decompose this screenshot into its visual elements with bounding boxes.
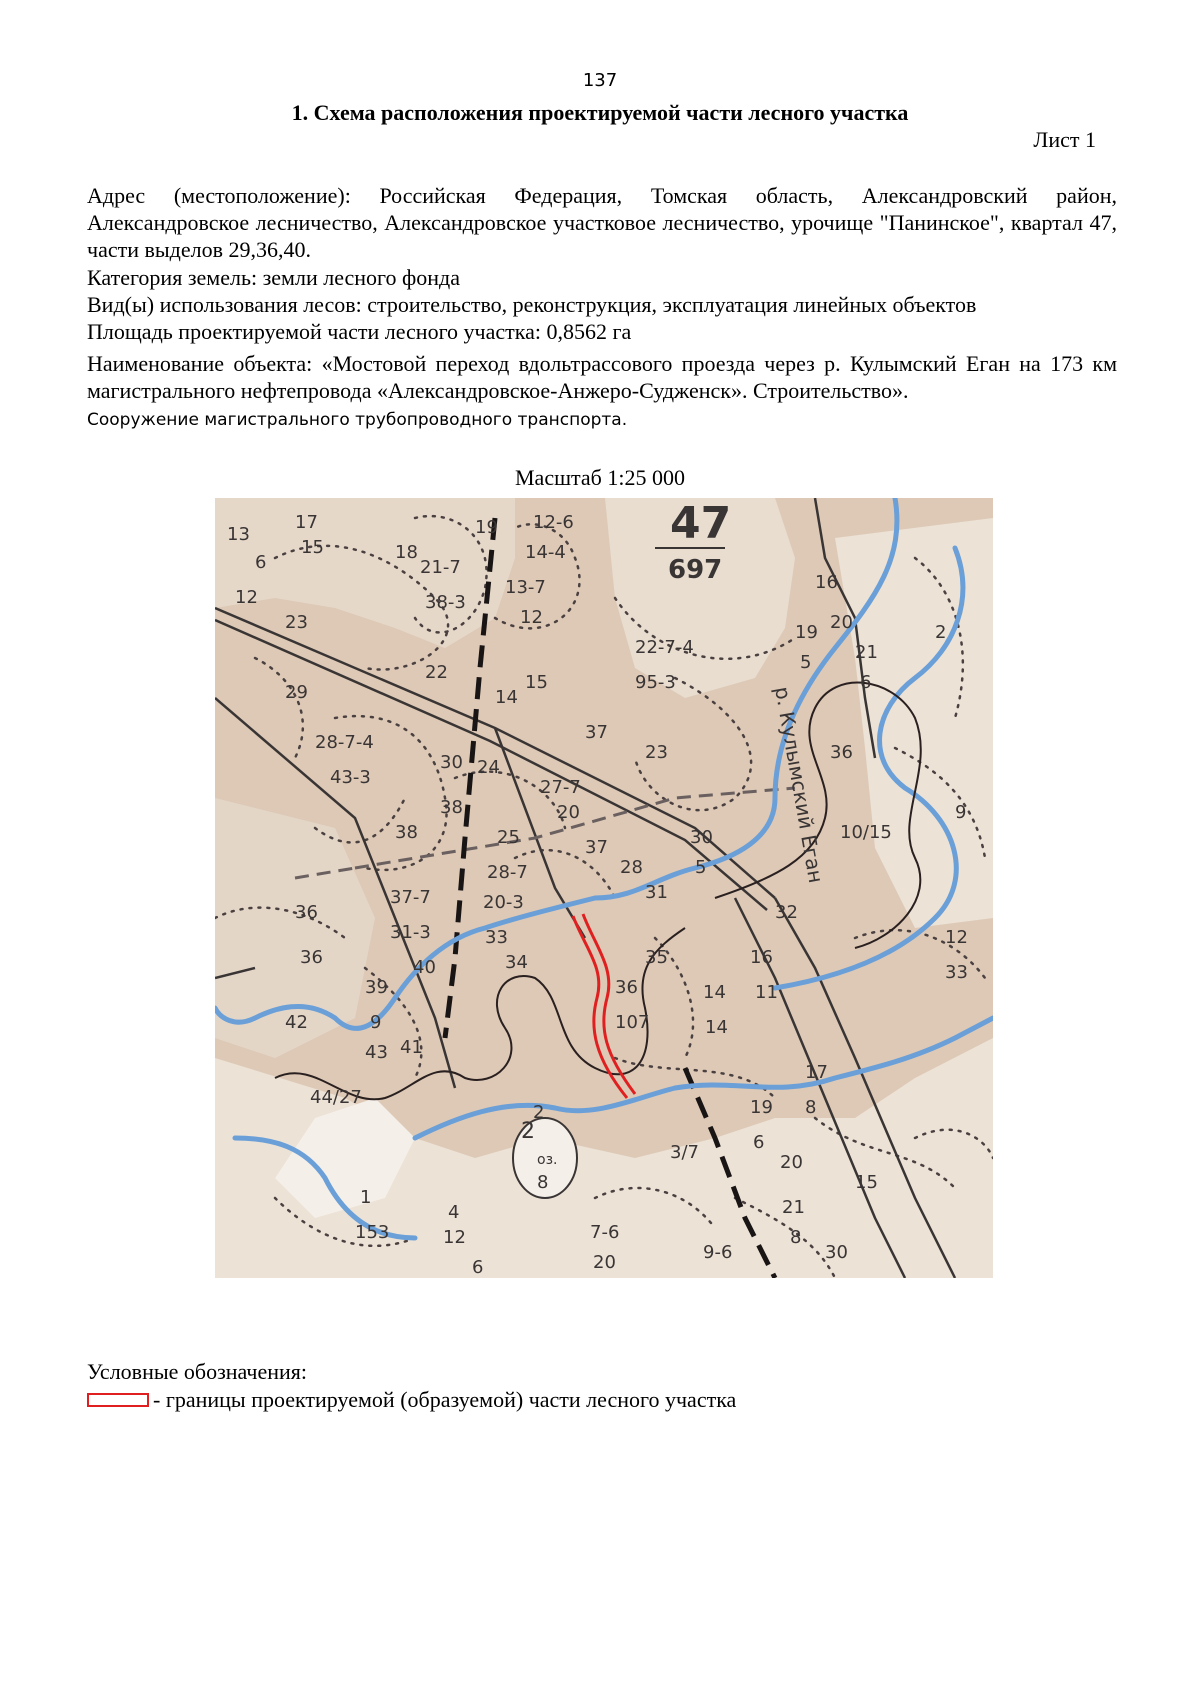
svg-text:15: 15	[855, 1172, 878, 1193]
svg-text:7-6: 7-6	[590, 1222, 620, 1243]
svg-text:13-7: 13-7	[505, 577, 546, 598]
svg-text:20: 20	[830, 612, 853, 633]
svg-text:28-7: 28-7	[487, 862, 528, 883]
svg-text:9-6: 9-6	[703, 1242, 733, 1263]
svg-text:31-3: 31-3	[390, 922, 431, 943]
quarter-area: 697	[668, 555, 723, 585]
svg-text:28-7-4: 28-7-4	[315, 732, 374, 753]
svg-text:11: 11	[755, 982, 778, 1003]
svg-text:16: 16	[750, 947, 773, 968]
svg-text:17: 17	[805, 1062, 828, 1083]
svg-text:5: 5	[695, 857, 707, 878]
svg-text:38: 38	[440, 797, 463, 818]
svg-text:19: 19	[750, 1097, 773, 1118]
svg-text:33: 33	[485, 927, 508, 948]
svg-text:107: 107	[615, 1012, 650, 1033]
svg-text:6: 6	[753, 1132, 765, 1153]
svg-text:17: 17	[295, 512, 318, 533]
page-number: 137	[582, 70, 618, 91]
address-text: Адрес (местоположение): Российская Федерация, Томская область, Александровский район, Александровское лесничество, Александровское участковое лесничество, урочище "Панинское", квартал 47, части выделов 29,36,40.	[87, 183, 1117, 262]
area-text: Площадь проектируемой части лесного участка: 0,8562 га	[87, 319, 632, 344]
boundary-swatch	[87, 1393, 149, 1407]
page-title: 1. Схема расположения проектируемой части лесного участка	[291, 100, 909, 125]
svg-text:14: 14	[495, 687, 518, 708]
svg-text:36: 36	[830, 742, 853, 763]
svg-text:12: 12	[520, 607, 543, 628]
svg-text:12: 12	[443, 1227, 466, 1248]
svg-text:37: 37	[585, 722, 608, 743]
svg-text:35: 35	[645, 947, 668, 968]
svg-text:3/7: 3/7	[670, 1142, 699, 1163]
svg-text:27-7: 27-7	[540, 777, 581, 798]
svg-text:8: 8	[805, 1097, 817, 1118]
river-label: р. Кулымский Еган	[770, 684, 829, 885]
svg-text:14: 14	[705, 1017, 728, 1038]
svg-text:6: 6	[860, 672, 872, 693]
svg-text:9: 9	[370, 1012, 382, 1033]
svg-text:8: 8	[537, 1172, 549, 1193]
svg-text:30: 30	[440, 752, 463, 773]
lake-label: оз.	[537, 1152, 558, 1168]
svg-text:10/15: 10/15	[840, 822, 892, 843]
forest-usage-text: Вид(ы) использования лесов: строительство, реконструкция, эксплуатация линейных объектов	[87, 292, 977, 317]
map-scale: Масштаб 1:25 000	[515, 465, 685, 490]
sheet-number: Лист 1	[1033, 127, 1096, 152]
svg-text:23: 23	[285, 612, 308, 633]
svg-text:12-6: 12-6	[533, 512, 574, 533]
svg-text:29: 29	[285, 682, 308, 703]
svg-text:6: 6	[472, 1257, 484, 1278]
svg-text:2: 2	[533, 1102, 545, 1123]
legend-boundary-text: - границы проектируемой (образуемой) части лесного участка	[153, 1387, 737, 1412]
structure-text: Сооружение магистрального трубопроводного транспорта.	[87, 410, 628, 430]
svg-text:37-7: 37-7	[390, 887, 431, 908]
object-name-text: Наименование объекта: «Мостовой переход вдольтрассового проезда через р. Кулымский Еган на 173 км магистрального нефтепровода «Александровское-Анжеро-Судженск». Строительство».	[87, 351, 1117, 403]
svg-text:12: 12	[235, 587, 258, 608]
svg-text:25: 25	[497, 827, 520, 848]
svg-text:43: 43	[365, 1042, 388, 1063]
svg-text:19: 19	[475, 517, 498, 538]
forest-map	[215, 498, 993, 1278]
legend-row	[87, 1387, 736, 1413]
svg-text:13: 13	[227, 524, 250, 545]
svg-text:24: 24	[477, 757, 500, 778]
lake-number: 2	[521, 1119, 535, 1144]
svg-text:8: 8	[790, 1227, 802, 1248]
quarter-number: 47	[670, 498, 732, 549]
svg-text:15: 15	[525, 672, 548, 693]
svg-text:14: 14	[703, 982, 726, 1003]
svg-text:20-3: 20-3	[483, 892, 524, 913]
svg-text:20: 20	[780, 1152, 803, 1173]
svg-text:36: 36	[300, 947, 323, 968]
svg-text:28: 28	[620, 857, 643, 878]
svg-text:95-3: 95-3	[635, 672, 676, 693]
svg-text:9: 9	[955, 802, 967, 823]
svg-text:23: 23	[645, 742, 668, 763]
svg-text:22-7-4: 22-7-4	[635, 637, 694, 658]
svg-text:34: 34	[505, 952, 528, 973]
svg-text:37: 37	[585, 837, 608, 858]
svg-text:39: 39	[365, 977, 388, 998]
svg-text:21-7: 21-7	[420, 557, 461, 578]
svg-text:2: 2	[935, 622, 947, 643]
svg-text:31: 31	[645, 882, 668, 903]
svg-text:153: 153	[355, 1222, 390, 1243]
land-category-text: Категория земель: земли лесного фонда	[87, 265, 461, 290]
svg-text:15: 15	[301, 537, 324, 558]
svg-text:12: 12	[945, 927, 968, 948]
svg-text:43-3: 43-3	[330, 767, 371, 788]
svg-text:6: 6	[255, 552, 267, 573]
svg-text:18: 18	[395, 542, 418, 563]
svg-text:38: 38	[395, 822, 418, 843]
svg-text:20: 20	[593, 1252, 616, 1273]
svg-text:21: 21	[782, 1197, 805, 1218]
svg-text:20: 20	[557, 802, 580, 823]
svg-text:19: 19	[795, 622, 818, 643]
svg-text:41: 41	[400, 1037, 423, 1058]
svg-text:40: 40	[413, 957, 436, 978]
svg-text:5: 5	[800, 652, 812, 673]
svg-text:36: 36	[295, 902, 318, 923]
svg-text:16: 16	[815, 572, 838, 593]
svg-text:1: 1	[360, 1187, 372, 1208]
svg-text:44/27: 44/27	[310, 1087, 362, 1108]
svg-text:30: 30	[825, 1242, 848, 1263]
svg-text:30: 30	[690, 827, 713, 848]
svg-text:33: 33	[945, 962, 968, 983]
svg-text:4: 4	[448, 1202, 460, 1223]
svg-text:21: 21	[855, 642, 878, 663]
legend-title: Условные обозначения:	[87, 1359, 308, 1384]
svg-text:14-4: 14-4	[525, 542, 566, 563]
svg-text:36: 36	[615, 977, 638, 998]
svg-text:22: 22	[425, 662, 448, 683]
svg-text:32: 32	[775, 902, 798, 923]
svg-text:38-3: 38-3	[425, 592, 466, 613]
svg-text:42: 42	[285, 1012, 308, 1033]
